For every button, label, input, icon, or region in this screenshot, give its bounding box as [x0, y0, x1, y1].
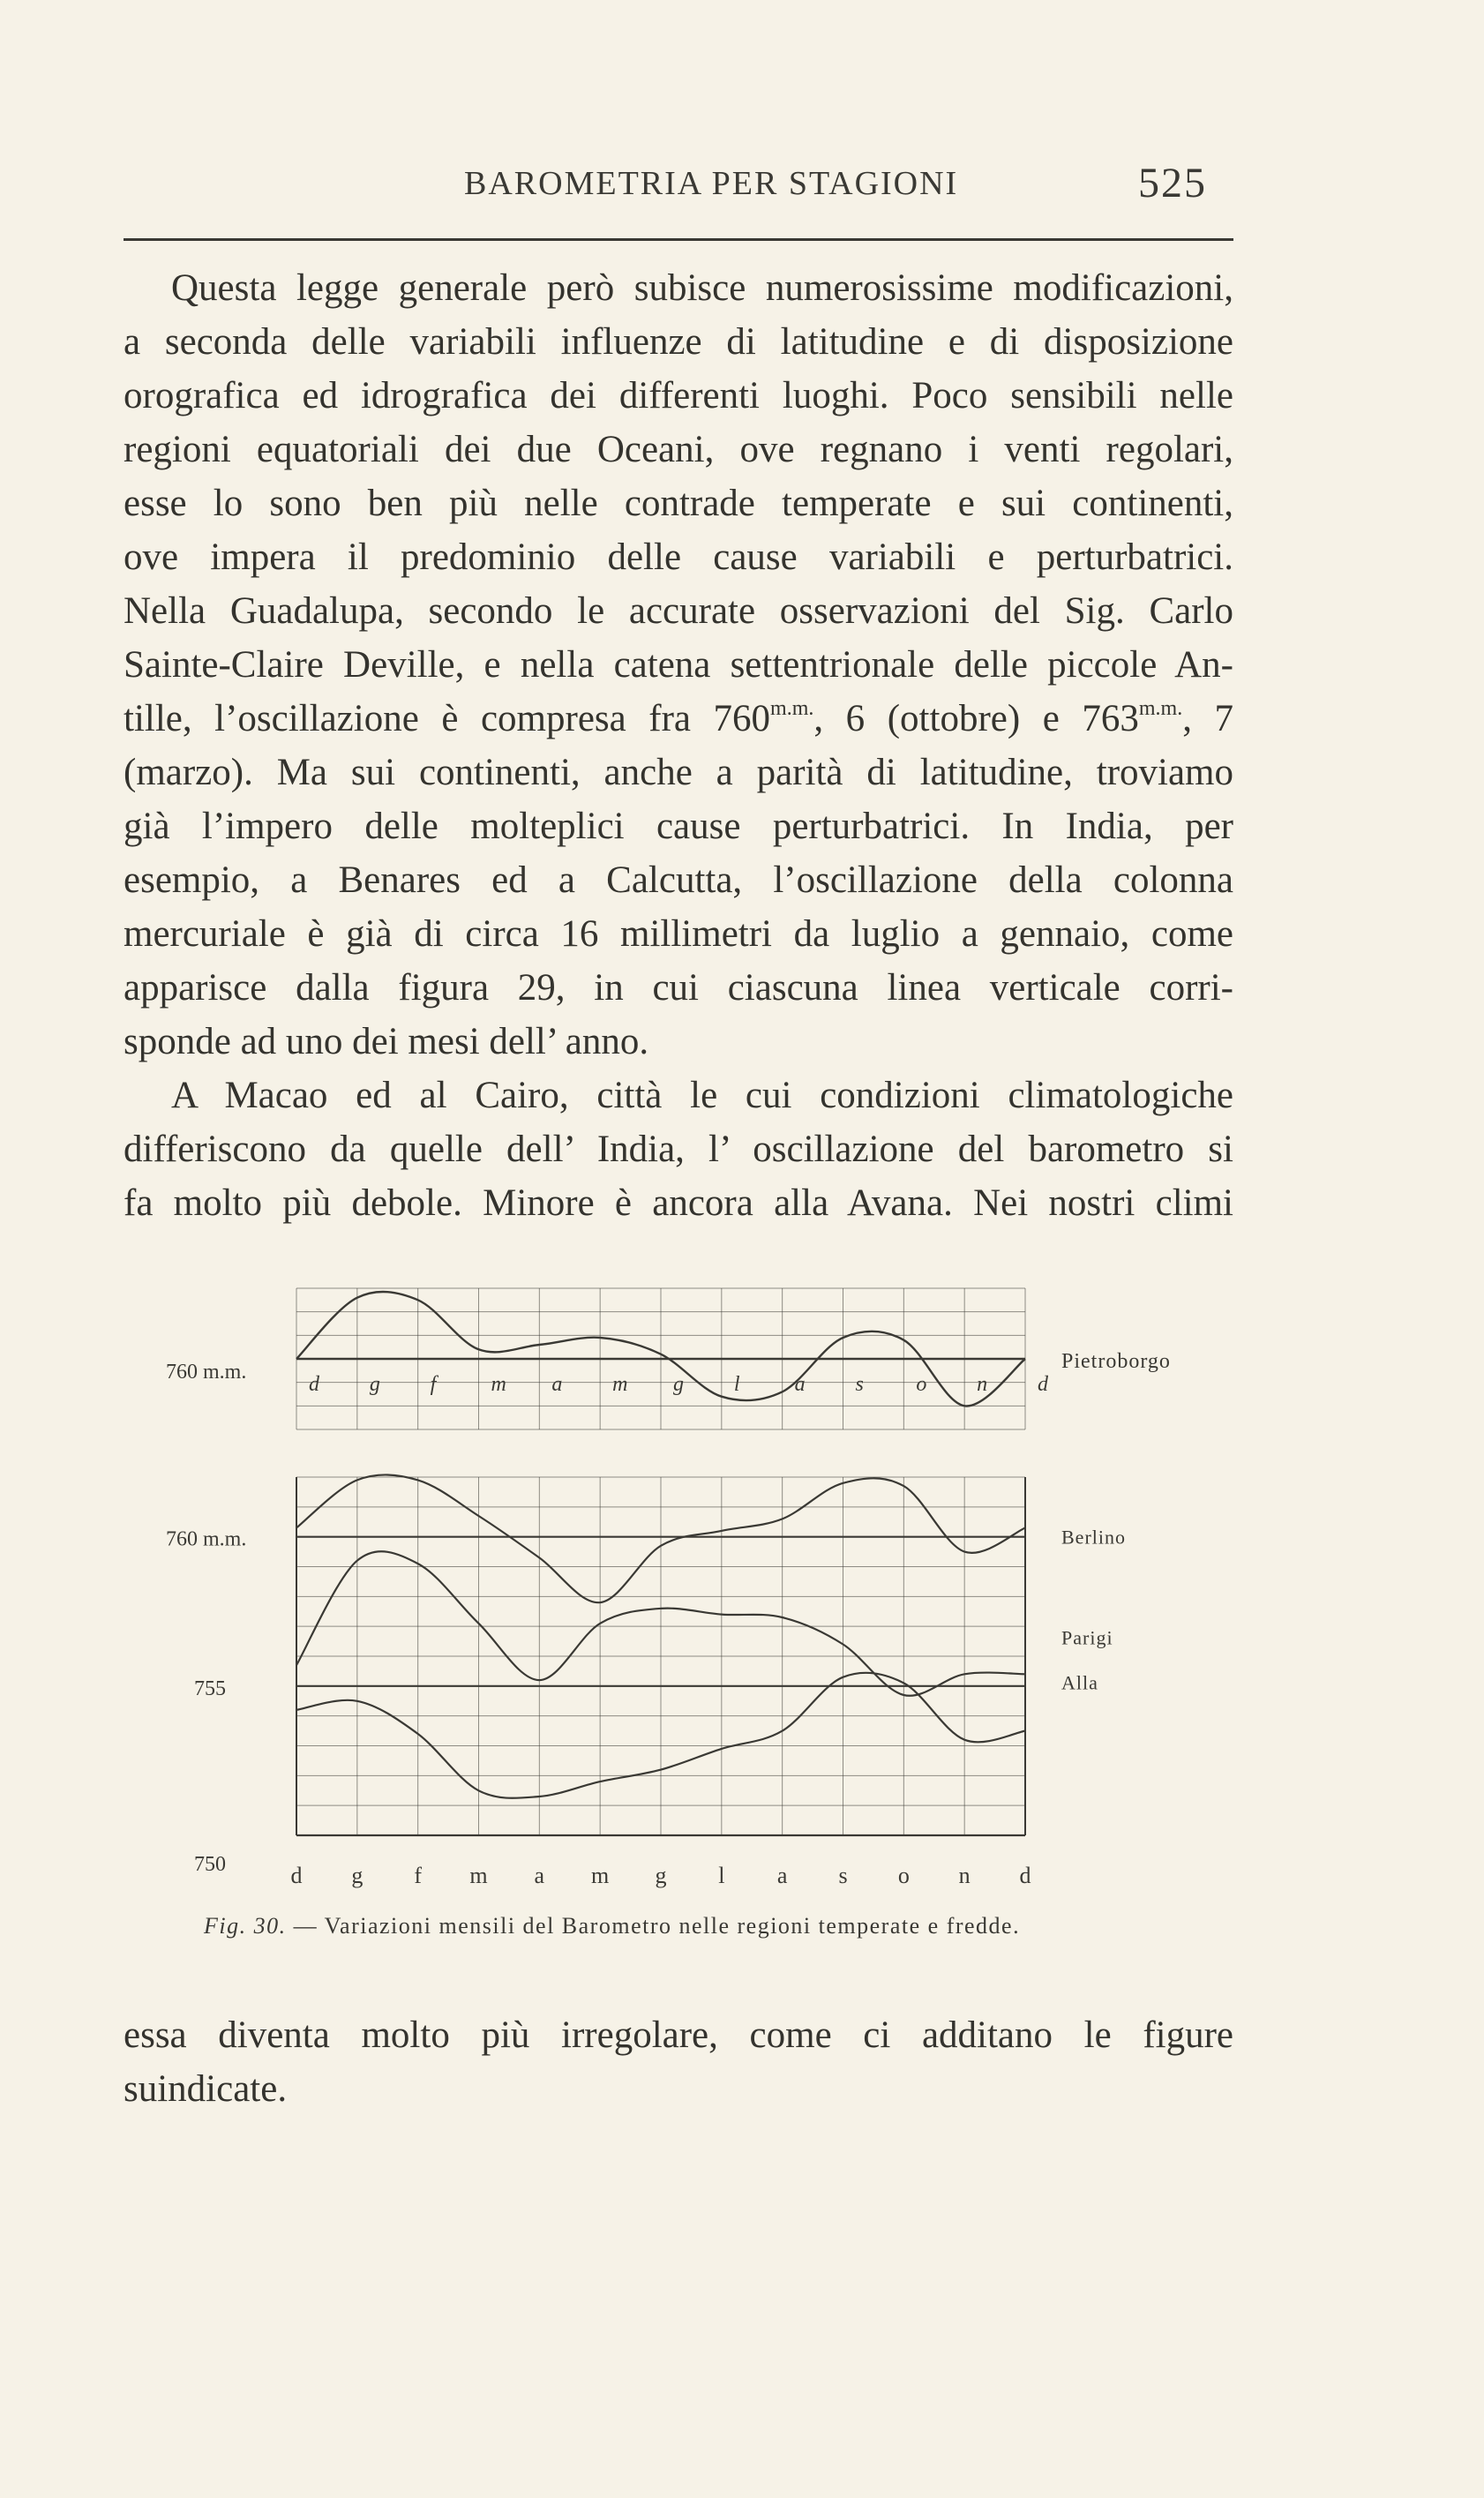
closing-text	[124, 2008, 1233, 2116]
month-tick-label: a	[776, 1863, 788, 1888]
text-line: apparisce dalla figura 29, in cui ciascuna linea verticale corri-	[124, 967, 1233, 1009]
month-tick-label: g	[655, 1863, 667, 1888]
series-label-berlino: Berlino	[1061, 1526, 1126, 1549]
month-tick-label: f	[414, 1863, 423, 1888]
unit-superscript: m.m.	[770, 697, 814, 720]
month-tick-label: o	[897, 1863, 910, 1888]
month-tick-label: d	[1038, 1373, 1048, 1396]
text-fragment: tille, l’oscillazione è compresa fra 760	[124, 698, 771, 739]
month-tick-label: d	[309, 1373, 319, 1396]
y-tick-label: 755	[194, 1677, 226, 1700]
month-tick-label: d	[290, 1863, 303, 1888]
page-number: 525	[1138, 160, 1207, 206]
text-line-with-units	[124, 692, 1233, 746]
caption-label: Fig. 30.	[204, 1913, 287, 1939]
text-line: a seconda delle variabili influenze di latitudine e di disposizione	[124, 321, 1233, 363]
text-line: ove impera il predominio delle cause variabili e perturbatrici.	[124, 536, 1233, 578]
month-tick-label: m	[591, 1863, 610, 1888]
text-line: fa molto più debole. Minore è ancora alla Avana. Nei nostri climi	[124, 1182, 1233, 1224]
month-tick-label: a	[551, 1373, 563, 1396]
header-rule	[124, 238, 1233, 241]
figure-30	[124, 1262, 1233, 1968]
text-fragment: , 7	[1182, 698, 1233, 739]
text-line: suindicate.	[124, 2068, 288, 2110]
month-tick-label: f	[430, 1373, 437, 1396]
month-tick-label: g	[673, 1373, 684, 1396]
series-label-parigi: Parigi	[1061, 1626, 1113, 1649]
text-line: A Macao ed al Cairo, città le cui condizioni climatologiche	[171, 1075, 1233, 1116]
y-tick-label: 750	[194, 1853, 226, 1876]
text-line: differiscono da quelle dell’ India, l’ oscillazione del barometro si	[124, 1129, 1233, 1170]
series-label-pietroborgo: Pietroborgo	[1061, 1350, 1171, 1373]
text-line: orografica ed idrografica dei differenti luoghi. Poco sensibili nelle	[124, 375, 1233, 416]
text-line: mercuriale è già di circa 16 millimetri da luglio a gennaio, come	[124, 913, 1233, 955]
month-tick-label: s	[838, 1863, 848, 1888]
unit-superscript: m.m.	[1138, 697, 1183, 720]
month-tick-label: m	[491, 1373, 506, 1396]
y-tick-label: 760 m.m.	[166, 1527, 247, 1551]
month-tick-label: s	[855, 1373, 864, 1396]
month-tick-label: m	[469, 1863, 488, 1888]
text-line: regioni equatoriali dei due Oceani, ove regnano i venti regolari,	[124, 429, 1233, 470]
month-tick-label: g	[369, 1373, 380, 1396]
series-label-alla: Alla	[1061, 1671, 1098, 1694]
figure-caption	[204, 1913, 1174, 1939]
month-tick-label: d	[1019, 1863, 1031, 1888]
month-tick-label: m	[612, 1373, 628, 1396]
text-fragment: , 6 (ottobre) e 763	[813, 698, 1139, 739]
caption-text: — Variazioni mensili del Barometro nelle regioni temperate e fredde.	[293, 1913, 1021, 1939]
text-line: sponde ad uno dei mesi dell’ anno.	[124, 1021, 649, 1062]
body-text	[124, 261, 1233, 1230]
barometer-chart	[124, 1262, 1233, 1915]
month-tick-label: o	[916, 1373, 927, 1396]
month-tick-label: n	[977, 1373, 988, 1396]
running-head	[0, 159, 1484, 212]
text-line: essa diventa molto più irregolare, come ci additano le figure	[124, 2014, 1233, 2056]
text-line: esempio, a Benares ed a Calcutta, l’oscillazione della colonna	[124, 859, 1233, 901]
text-line: Nella Guadalupa, secondo le accurate osservazioni del Sig. Carlo	[124, 590, 1233, 632]
month-tick-label: l	[733, 1373, 740, 1396]
running-title: BAROMETRIA PER STAGIONI	[464, 165, 959, 202]
month-tick-label: l	[718, 1863, 725, 1888]
month-tick-label: a	[534, 1863, 545, 1888]
y-tick-label: 760 m.m.	[166, 1361, 247, 1384]
text-line: (marzo). Ma sui continenti, anche a parità di latitudine, troviamo	[124, 752, 1233, 793]
month-tick-label: n	[958, 1863, 971, 1888]
month-tick-label: a	[794, 1373, 806, 1396]
text-line: Sainte-Claire Deville, e nella catena settentrionale delle piccole An-	[124, 644, 1233, 686]
month-tick-label: g	[351, 1863, 364, 1888]
text-line: Questa legge generale però subisce numerosissime modificazioni,	[171, 267, 1233, 309]
text-line: già l’impero delle molteplici cause perturbatrici. In India, per	[124, 806, 1233, 847]
text-line: esse lo sono ben più nelle contrade temperate e sui continenti,	[124, 483, 1233, 524]
